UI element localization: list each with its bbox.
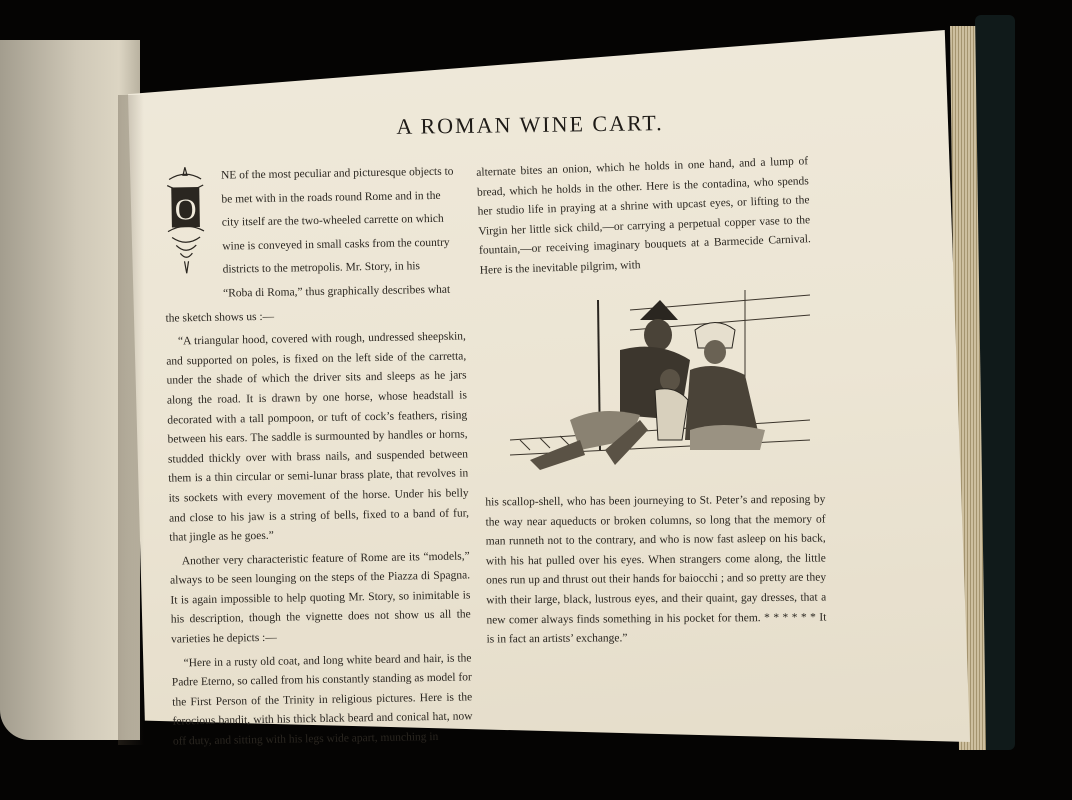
right-text-column-bottom	[485, 491, 826, 655]
paragraph-1: “A triangular hood, covered with rough, undressed sheepskin, and supported on poles, is fixed on the left side of the carretta, under the shade of which the driver sits and sleeps as he jars along the road. It is drawn by one horse, whose headstall is decorated with a tall pompoon, or tuft of cock’s feathers, rising between his ears. The saddle is surmounted by handles or horns, studded thickly over with brass nails, and suspended between them is a thin circular or semi-lunar brass plate, that revolves in its sockets with every movement of the horse. Under his belly and close to his jaw is a string of bells, fixed to a band of fur, that jingle as he goes.”	[166, 330, 470, 544]
woman-figure	[685, 323, 765, 451]
dropcap-ornament	[161, 165, 211, 276]
dropcap-line-5: districts to the metropolis. Mr. Story, in his	[222, 260, 421, 277]
paragraph-3: “Here in a rusty old coat, and long white beard and hair, is the Padre Eterno, so called from his constantly standing as model for the First Person of the Trinity in religious pictures. Here is the ferocious bandit, with his thick black beard and conical hat, now off duty, and sitting with his legs wide apart, munching in	[171, 652, 473, 748]
right-bottom-paragraph: his scallop-shell, who has been journeying to St. Peter’s and reposing by the way near aqueducts or broken columns, so long that the memory of man runneth not to the contrary, and who is now fast asleep on his back, with his hat pulled over his eyes. When strangers come along, the little ones run up and thrust out their hands for baiocchi ; and so pretty are they with their large, black, lustrous eyes, and their quaint, gay dresses, that a new comer always finds something in his pocket for them. * * * * * * It is in fact an artists’ exchange.”	[485, 493, 827, 646]
dropcap-line-3: city itself are the two-wheeled carrette on which	[221, 212, 444, 229]
book-gutter	[118, 95, 144, 745]
paragraph-2: Another very characteristic feature of Rome are its “models,” always to be seen lounging on the steps of the Piazza di Spagna. It is again impossible to help quoting Mr. Story, so inimitable is his description, though the vignette does not show us all the varieties he depicts :—	[169, 550, 471, 646]
dropcap-letter: O	[174, 193, 197, 227]
dropcap-line-1: NE of the most peculiar and picturesque objects to	[220, 165, 454, 182]
dropcap-line-4: wine is conveyed in small casks from the country	[222, 236, 450, 253]
right-text-column-top	[476, 152, 812, 285]
after-dropcap-line: the sketch shows us :—	[165, 310, 275, 325]
left-text-column	[163, 162, 473, 756]
page-title: A ROMAN WINE CART.	[396, 110, 664, 139]
engraving-illustration	[510, 290, 810, 490]
right-top-paragraph: alternate bites an onion, which he holds in one hand, and a lump of bread, which he holds in the other. Here is the contadina, who spends her studio life in praying at a shrine with upcast eyes, or lifting to the Virgin her little sick child,—or carrying a perpetual copper vase to the fountain,—or receiving imaginary bouquets at a Barmecide Carnival. Here is the inevitable pilgrim, with	[476, 155, 812, 277]
dropcap-line-2: be met with in the roads round Rome and in the	[221, 189, 441, 206]
dropcap-line-6: “Roba di Roma,” thus graphically describes what	[222, 283, 451, 300]
